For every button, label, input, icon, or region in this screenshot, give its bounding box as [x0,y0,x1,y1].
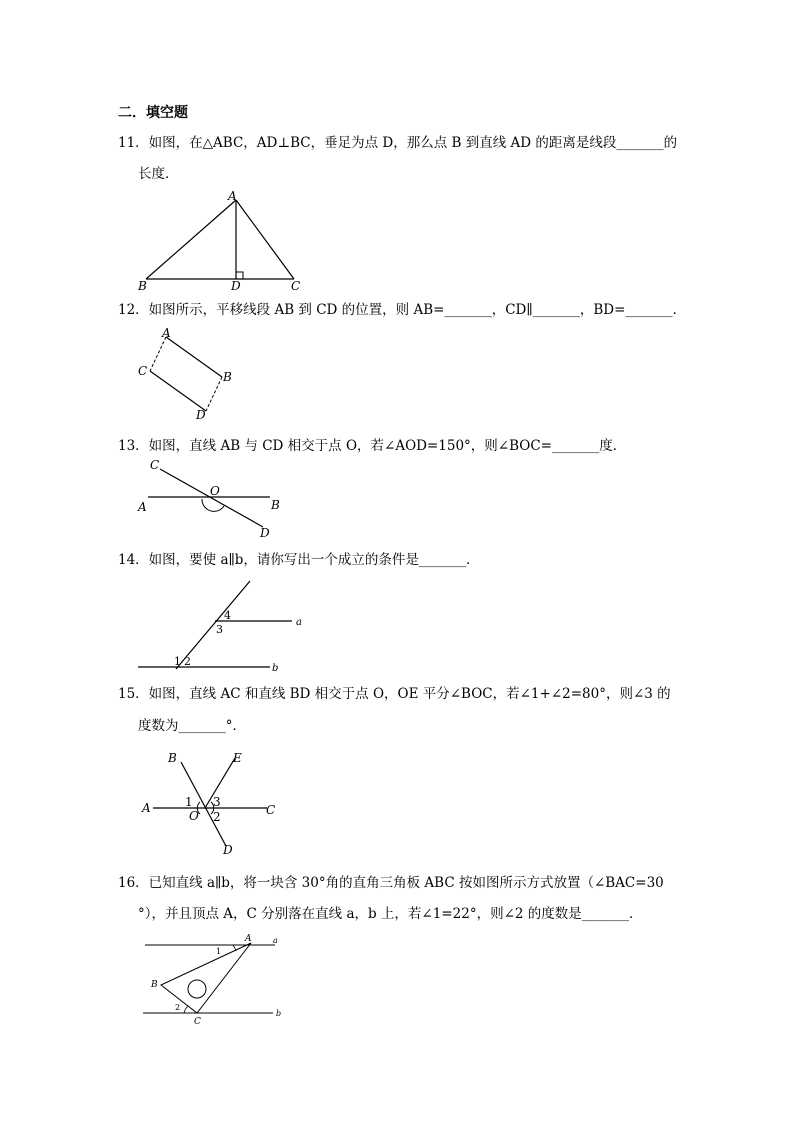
label-3: 3 [213,795,221,809]
label-b: b [272,663,279,674]
label-a: A [162,326,171,340]
question-12-text: 12．如图所示，平移线段 AB 到 CD 的位置，则 AB=_______，CD∥_______，BD=_______． [118,302,687,318]
label-2: 2 [184,655,191,668]
figure-set-square [135,930,295,1030]
figure-parallel-lines [130,575,310,675]
figure-intersecting-lines [130,455,290,540]
label-c: C [291,279,301,293]
question-13-text: 13．如图，直线 AB 与 CD 相交于点 O，若∠AOD=150°，则∠BOC=_______度． [118,438,627,454]
question-11-text: 11．如图，在△ABC，AD⊥BC，垂足为点 D，那么点 B 到直线 AD 的距离是线段_______的 [118,135,678,151]
label-line-a: a [273,936,278,945]
label-a: A [138,500,147,514]
label-d: D [196,408,206,422]
figure-triangle-abc [130,186,310,296]
label-d: D [231,279,241,293]
label-line-b: b [276,1009,282,1018]
label-a: A [228,189,237,203]
label-e: E [233,751,242,765]
label-b: B [271,498,280,512]
label-1: 1 [174,655,181,668]
figure-translation [130,325,240,425]
label-b: B [223,370,232,384]
label-b: B [168,751,177,765]
label-c: C [138,364,148,378]
question-15-text: 15．如图，直线 AC 和直线 BD 相交于点 O，OE 平分∠BOC，若∠1+∠2=80°，则∠3 的 [118,686,671,702]
label-b: B [151,980,158,990]
question-11-text-cont: 长度． [138,166,179,182]
label-o: O [189,809,199,823]
label-c: C [194,1017,201,1027]
label-a: A [142,801,151,815]
section-title: 二．填空题 [118,105,188,121]
label-1: 1 [185,795,193,809]
label-2: 2 [213,810,221,824]
label-a: A [245,934,252,944]
label-c: C [150,458,160,472]
question-15-text-cont: 度数为_______°． [138,718,246,734]
label-a: a [296,617,302,628]
label-2: 2 [175,1003,181,1012]
label-o: O [210,484,220,498]
label-d: D [223,843,233,857]
label-4: 4 [224,609,231,622]
label-d: D [260,526,270,540]
question-16-text-cont: °），并且顶点 A，C 分别落在直线 a，b 上，若∠1=22°，则∠2 的度数是_______． [138,906,643,922]
label-1: 1 [216,947,222,956]
label-c: C [266,803,276,817]
question-14-text: 14．如图，要使 a∥b，请你写出一个成立的条件是_______． [118,552,480,568]
figure-lines-bisector [135,748,290,860]
label-3: 3 [216,623,223,636]
label-b: B [138,279,147,293]
question-16-text: 16．已知直线 a∥b，将一块含 30°角的直角三角板 ABC 按如图所示方式放置（∠BAC=30 [118,875,664,891]
